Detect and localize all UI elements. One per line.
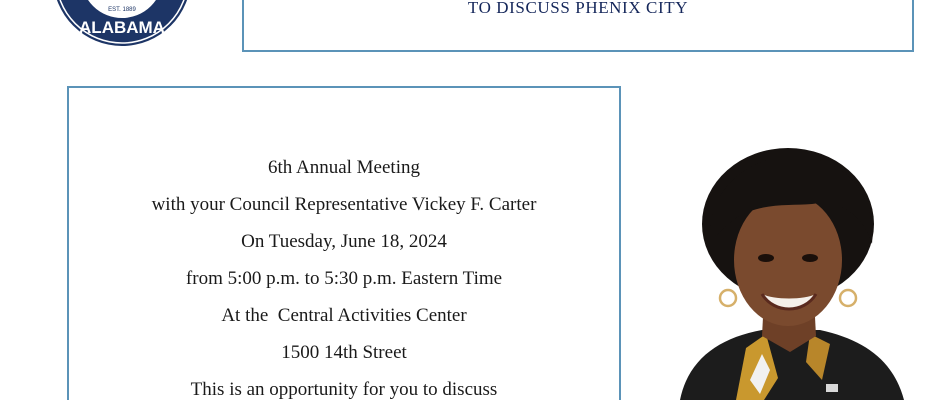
headline-text: TO DISCUSS PHENIX CITY xyxy=(467,0,689,17)
representative-photo xyxy=(670,148,910,400)
person-portrait-icon xyxy=(670,148,910,400)
seal-established-label: EST. 1889 xyxy=(108,7,136,13)
invitation-line-date: On Tuesday, June 18, 2024 xyxy=(241,231,447,252)
invitation-box xyxy=(67,86,621,400)
invitation-line-time: from 5:00 p.m. to 5:30 p.m. Eastern Time xyxy=(185,268,503,289)
seal-bottom-label: ALABAMA xyxy=(79,18,165,37)
lapel-pin-shape xyxy=(826,384,838,392)
city-seal-logo xyxy=(52,0,192,47)
invitation-line-venue: At the Central Activities Center xyxy=(221,305,467,326)
headline-box xyxy=(242,0,914,52)
invitation-line-representative: with your Council Representative Vickey F. Carter xyxy=(151,194,537,215)
invitation-line-address: 1500 14th Street xyxy=(281,342,407,363)
seal-graphic xyxy=(52,0,192,47)
invitation-line-opportunity: This is an opportunity for you to discuss xyxy=(190,379,498,400)
left-earring-shape xyxy=(720,290,736,306)
invitation-lines xyxy=(69,158,619,400)
right-earring-shape xyxy=(840,290,856,306)
invitation-line-meeting: 6th Annual Meeting xyxy=(268,157,420,178)
left-eye-shape xyxy=(758,254,774,262)
right-eye-shape xyxy=(802,254,818,262)
